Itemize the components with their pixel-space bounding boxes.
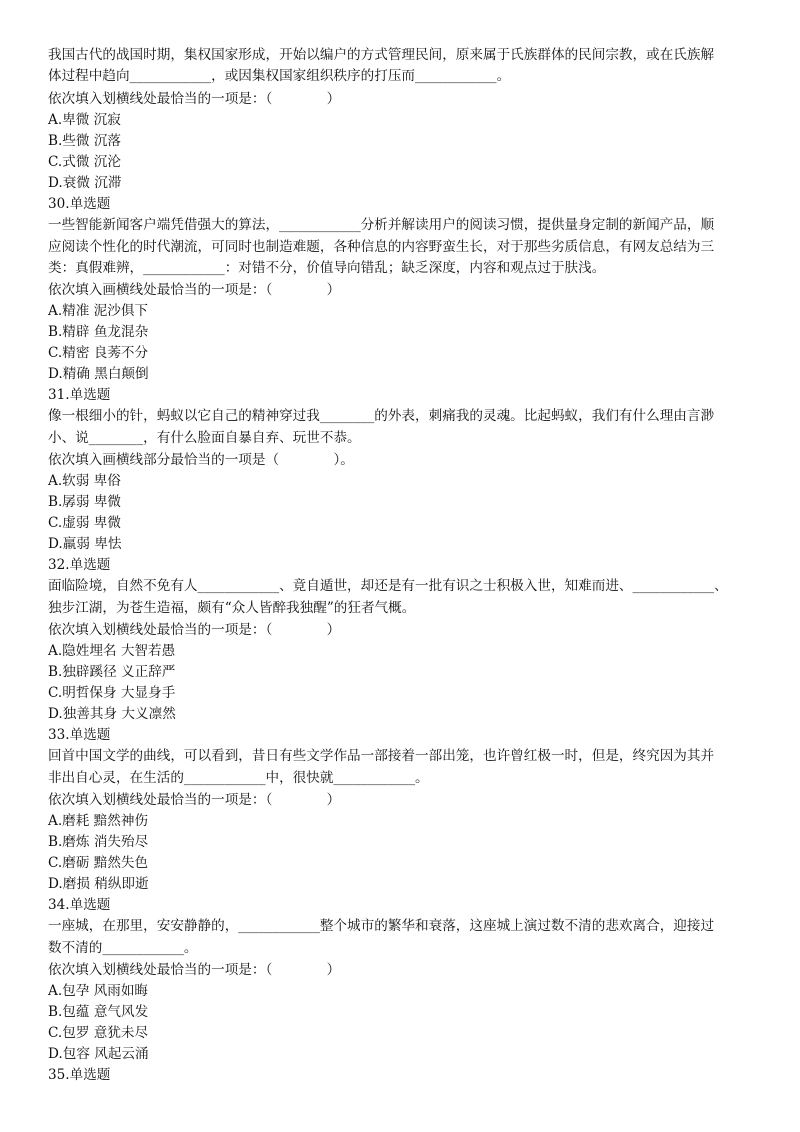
option-line: D.羸弱 卑怯 <box>48 536 122 552</box>
option-line: B.包蕴 意气风发 <box>48 1004 149 1020</box>
option-line: A.卑微 沉寂 <box>48 112 121 128</box>
text-line: 类：真假难辨，____________：对错不分，价值导向错乱；缺乏深度，内容和观点过于肤浅。 <box>48 260 606 276</box>
text-line: 回首中国文学的曲线，可以看到，昔日有些文学作品一部接着一部出笼，也许曾红极一时，但是，终究因为其并 <box>48 748 715 764</box>
option-line: C.式微 沉沦 <box>48 154 121 170</box>
text-line: 独步江湖，为苍生造福，颇有“众人皆醉我独醒”的狂者气概。 <box>48 600 416 616</box>
question-heading: 32.单选题 <box>48 557 111 573</box>
text-line: 体过程中趋向____________，或因集权国家组织秩序的打压而____________。 <box>48 68 511 84</box>
option-line: C.明哲保身 大显身手 <box>48 685 176 701</box>
question-heading: 34.单选题 <box>48 897 111 913</box>
option-line: A.磨耗 黯然神伤 <box>48 813 149 829</box>
option-line: C.包罗 意犹未尽 <box>48 1025 149 1041</box>
option-line: D.精确 黑白颠倒 <box>48 366 149 382</box>
text-line: 我国古代的战国时期，集权国家形成，开始以编户的方式管理民间，原来属于氏族群体的民间宗教，或在氏族解 <box>48 47 715 63</box>
text-line: 面临险境，自然不免有人____________、竟自遁世，却还是有一批有识之士积极入世，知难而进、____________、 <box>48 578 728 594</box>
option-line: C.虚弱 卑微 <box>48 515 121 531</box>
question-heading: 30.单选题 <box>48 196 111 212</box>
option-line: C.磨砺 黯然失色 <box>48 855 149 871</box>
text-line: 依次填入划横线处最恰当的一项是：（ ） <box>48 962 341 978</box>
option-line: A.软弱 卑俗 <box>48 473 121 489</box>
text-line: 一座城，在那里，安安静静的，____________整个城市的繁华和衰落，这座城上演过数不清的悲欢离合，迎接过 <box>48 918 715 934</box>
option-line: D.磨损 稍纵即逝 <box>48 876 149 892</box>
text-line: 数不清的____________。 <box>48 940 198 956</box>
option-line: D.包容 风起云涌 <box>48 1046 149 1062</box>
question-heading: 31.单选题 <box>48 387 111 403</box>
option-line: B.些微 沉落 <box>48 133 122 149</box>
text-line: 小、说________，有什么脸面自暴自弃、玩世不恭。 <box>48 430 361 446</box>
option-line: A.精准 泥沙俱下 <box>48 303 149 319</box>
option-line: C.精密 良莠不分 <box>48 345 149 361</box>
option-line: B.孱弱 卑微 <box>48 494 122 510</box>
option-line: D.衰微 沉滞 <box>48 175 122 191</box>
option-line: D.独善其身 大义凛然 <box>48 706 176 722</box>
text-line: 依次填入划横线处最恰当的一项是：（ ） <box>48 622 341 638</box>
option-line: A.包孕 风雨如晦 <box>48 983 149 999</box>
text-line: 应阅读个性化的时代潮流，可同时也制造难题，各种信息的内容野蛮生长，对于那些劣质信息，有网友总结为三 <box>48 239 715 255</box>
option-line: B.独辟蹊径 义正辞严 <box>48 664 176 680</box>
text-line: 一些智能新闻客户端凭借强大的算法，____________分析并解读用户的阅读习惯，提供量身定制的新闻产品，顺 <box>48 217 715 233</box>
option-line: B.精辟 鱼龙混杂 <box>48 324 149 340</box>
text-line: 依次填入划横线处最恰当的一项是：（ ） <box>48 792 341 808</box>
text-line: 依次填入划横线处最恰当的一项是：（ ） <box>48 91 341 107</box>
question-heading: 35.单选题 <box>48 1067 111 1083</box>
option-line: B.磨炼 消失殆尽 <box>48 834 149 850</box>
text-line: 依次填入画横线处最恰当的一项是：（ ） <box>48 282 341 298</box>
question-heading: 33.单选题 <box>48 727 111 743</box>
option-line: A.隐姓埋名 大智若愚 <box>48 643 176 659</box>
text-line: 像一根细小的针，蚂蚁以它自己的精神穿过我________的外表，刺痛我的灵魂。比起蚂蚁，我们有什么理由言渺 <box>48 408 715 424</box>
text-line: 依次填入画横线部分最恰当的一项是（ ）。 <box>48 452 354 468</box>
text-line: 非出自心灵，在生活的____________中，很快就____________。 <box>48 770 429 786</box>
